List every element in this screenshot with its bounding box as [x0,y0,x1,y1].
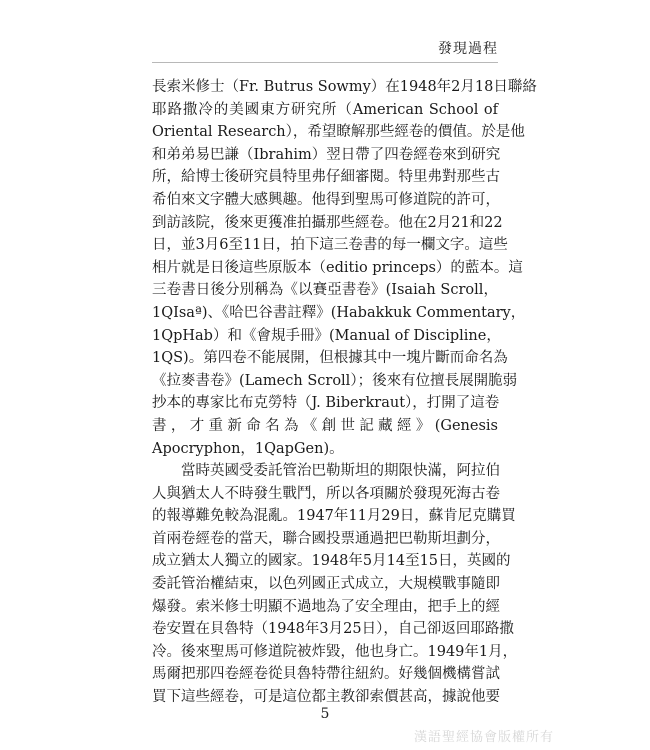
body-text [152,76,537,709]
text-line: Oriental Research），希望瞭解那些經卷的價值。於是他 [152,124,525,141]
text-line: 卷安置在貝魯特（1948年3月25日），自己卻返回耶路撒 [152,621,514,638]
text-line: 買下這些經卷，可是這位都主教卻索價甚高，據說他要 [152,689,500,706]
text-line: 1QpHab）和《會規手冊》(Manual of Discipline， [152,327,501,344]
text-line: 到訪該院，後來更獲准拍攝那些經卷。他在2月21和22 [152,214,503,231]
text-line: 馬爾把那四卷經卷從貝魯特帶往紐約。好幾個機構嘗試 [152,666,500,683]
running-head-title: 發現過程 [438,41,498,57]
text-line: 的報導難免較為混亂。1947年11月29日，蘇肯尼克購買 [152,508,516,525]
text-line: 首兩卷經卷的當天，聯合國投票通過把巴勒斯坦劃分， [152,530,500,547]
text-line: 1QIsaª)、《哈巴谷書註釋》(Habakkuk Commentary， [152,304,526,321]
text-line: 日，並3月6至11日，拍下這三卷書的每一欄文字。這些 [152,237,508,254]
page-number: 5 [320,706,330,722]
paragraph-2 [152,460,518,709]
header-divider [152,62,498,63]
text-line: 《拉麥書卷》(Lamech Scroll）；後來有位擅長展開脆弱 [152,372,518,389]
text-line: 抄本的專家比布克勞特（J. Biberkraut），打開了這卷 [152,395,500,412]
text-line: 委託管治權結束，以色列國正式成立，大規模戰事隨即 [152,576,500,593]
text-line: 長索米修士（Fr. Butrus Sowmy）在1948年2月18日聯絡 [152,79,537,95]
text-line: Apocryphon，1QapGen)。 [152,440,344,457]
text-line: 和弟弟易巴謙（Ibrahim）翌日帶了四卷經卷來到研究 [152,146,501,163]
text-line: 希伯來文字體大感興趣。他得到聖馬可修道院的許可， [152,191,500,208]
text-line: 人與猶太人不時發生戰鬥，所以各項關於發現死海古卷 [152,485,500,502]
text-line: 爆發。索米修士明顯不過地為了安全理由，把手上的經 [152,598,500,615]
text-line: 三卷書日後分別稱為《以賽亞書卷》(Isaiah Scroll， [152,282,498,299]
text-line: 所，給博士後研究員特里弗仔細審閱。特里弗對那些古 [152,169,500,186]
copyright-watermark: 漢語聖經協會版權所有 [413,730,554,745]
text-line: 當時英國受委託管治巴勒斯坦的期限快滿，阿拉伯 [181,463,500,480]
text-line: 相片就是日後這些原版本（editio princeps）的藍本。這 [152,259,523,276]
paragraph-1 [152,76,537,460]
text-line: 耶路撒冷的美國東方研究所（American School of [152,101,498,118]
text-line: 成立猶太人獨立的國家。1948年5月14至15日，英國的 [152,553,511,570]
text-line: 書，才重新命名為《創世記藏經》(Genesis [152,417,498,434]
text-line: 冷。後來聖馬可修道院被炸毀，他也身亡。1949年1月， [152,643,518,660]
text-line: 1QS)。第四卷不能展開，但根據其中一塊片斷而命名為 [152,350,508,367]
